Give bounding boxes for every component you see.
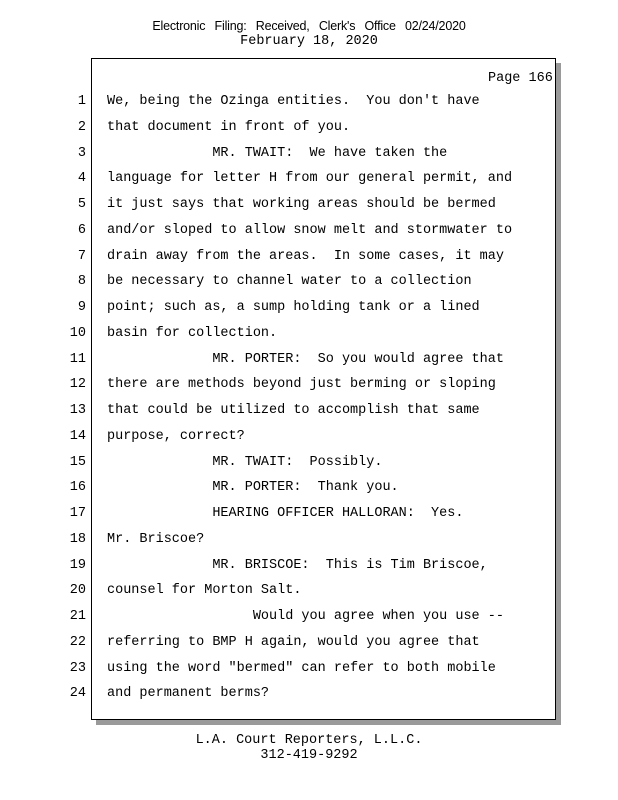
line-number: 23 bbox=[69, 660, 86, 676]
transcript-line bbox=[0, 558, 600, 578]
line-text: that could be utilized to accomplish that same bbox=[107, 403, 480, 418]
transcript-line bbox=[0, 506, 600, 526]
line-text: We, being the Ozinga entities. You don't have bbox=[107, 94, 480, 109]
line-number: 11 bbox=[69, 351, 86, 367]
line-number: 4 bbox=[77, 171, 86, 187]
transcript-line bbox=[0, 609, 600, 629]
transcript-line bbox=[0, 455, 600, 475]
line-text: MR. BRISCOE: This is Tim Briscoe, bbox=[107, 557, 488, 573]
transcript-line bbox=[0, 532, 600, 552]
reporter-company: L.A. Court Reporters, L.L.C. bbox=[195, 733, 423, 748]
line-number: 14 bbox=[69, 428, 86, 444]
transcript-line bbox=[0, 171, 600, 191]
transcript-date: February 18, 2020 bbox=[240, 34, 378, 49]
line-text: MR. PORTER: So you would agree that bbox=[107, 351, 504, 367]
line-number: 16 bbox=[69, 480, 86, 496]
line-number: 20 bbox=[69, 583, 86, 599]
line-text: language for letter H from our general permit, and bbox=[107, 171, 513, 187]
line-text: referring to BMP H again, would you agree that bbox=[107, 634, 480, 650]
line-number: 2 bbox=[77, 119, 86, 135]
line-text: HEARING OFFICER HALLORAN: Yes. bbox=[107, 506, 464, 521]
line-text: be necessary to channel water to a collection bbox=[107, 274, 472, 290]
transcript-line bbox=[0, 146, 600, 166]
transcript-line bbox=[0, 403, 600, 423]
line-text: MR. TWAIT: We have taken the bbox=[107, 145, 448, 161]
line-text: drain away from the areas. In some cases, it may bbox=[107, 248, 504, 264]
line-number: 22 bbox=[69, 634, 86, 650]
line-text: purpose, correct? bbox=[107, 428, 245, 444]
line-number: 19 bbox=[69, 557, 86, 573]
transcript-line bbox=[0, 635, 600, 655]
transcript-line bbox=[0, 352, 600, 372]
line-number: 10 bbox=[69, 325, 86, 341]
transcript-line bbox=[0, 429, 600, 449]
filing-stamp: Electronic Filing: Received, Clerk's Office 02/24/2020 bbox=[152, 19, 466, 33]
line-number: 6 bbox=[77, 222, 86, 238]
transcript-line bbox=[0, 94, 600, 114]
line-text: MR. TWAIT: Possibly. bbox=[107, 454, 383, 470]
line-text: and permanent berms? bbox=[107, 686, 270, 702]
transcript-line bbox=[0, 223, 600, 243]
line-text: point; such as, a sump holding tank or a lined bbox=[107, 300, 480, 315]
line-number: 7 bbox=[77, 248, 86, 264]
transcript-line bbox=[0, 326, 600, 346]
transcript-line bbox=[0, 480, 600, 500]
transcript-line bbox=[0, 249, 600, 269]
line-number: 13 bbox=[69, 403, 86, 418]
transcript-line bbox=[0, 197, 600, 217]
line-text: and/or sloped to allow snow melt and stormwater to bbox=[107, 222, 513, 238]
reporter-phone: 312-419-9292 bbox=[260, 748, 358, 763]
line-text: Mr. Briscoe? bbox=[107, 531, 205, 547]
page-number-label: Page 166 bbox=[488, 71, 553, 86]
transcript-line bbox=[0, 661, 600, 681]
line-number: 12 bbox=[69, 377, 86, 393]
line-text: using the word "bermed" can refer to both mobile bbox=[107, 660, 496, 676]
line-text: that document in front of you. bbox=[107, 119, 351, 135]
transcript-line bbox=[0, 583, 600, 603]
line-number: 18 bbox=[69, 531, 86, 547]
line-text: there are methods beyond just berming or sloping bbox=[107, 377, 496, 393]
line-number: 24 bbox=[69, 686, 86, 702]
line-number: 8 bbox=[77, 274, 86, 290]
line-number: 9 bbox=[77, 300, 86, 315]
transcript-line bbox=[0, 686, 600, 706]
line-text: counsel for Morton Salt. bbox=[107, 583, 302, 599]
line-number: 3 bbox=[77, 145, 86, 161]
line-text: it just says that working areas should be bermed bbox=[107, 197, 496, 212]
transcript-line bbox=[0, 377, 600, 397]
line-number: 21 bbox=[69, 609, 86, 624]
transcript-line bbox=[0, 300, 600, 320]
line-text: MR. PORTER: Thank you. bbox=[107, 480, 399, 496]
line-number: 1 bbox=[77, 94, 86, 109]
transcript-line bbox=[0, 274, 600, 294]
line-text: basin for collection. bbox=[107, 325, 278, 341]
line-number: 17 bbox=[69, 506, 86, 521]
line-number: 15 bbox=[69, 454, 86, 470]
transcript-line bbox=[0, 120, 600, 140]
line-number: 5 bbox=[77, 197, 86, 212]
line-text: Would you agree when you use -- bbox=[107, 609, 504, 624]
